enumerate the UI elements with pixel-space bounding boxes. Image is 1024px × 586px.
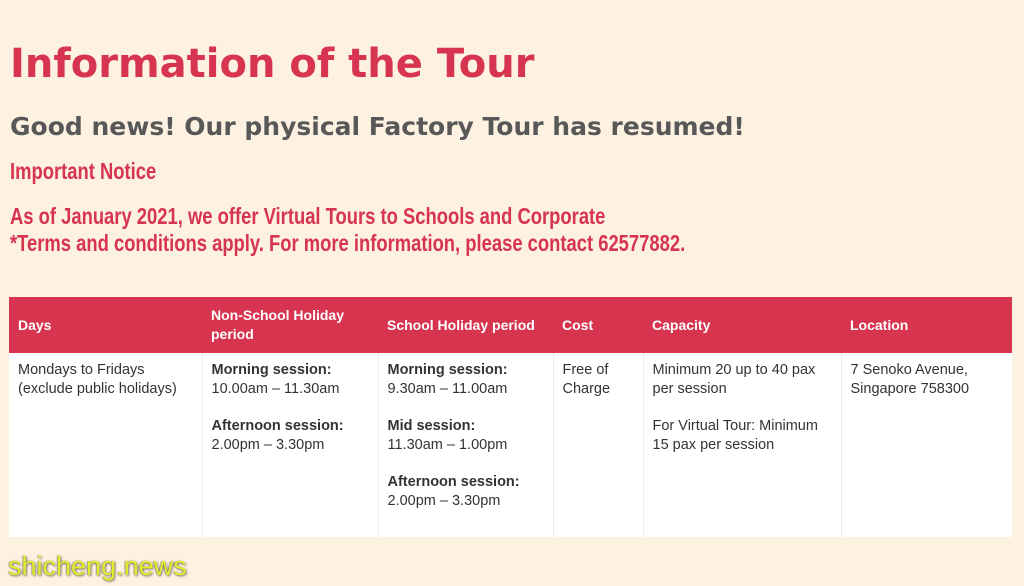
- cell-non-school-holiday: [202, 353, 378, 537]
- header-capacity: [643, 297, 841, 353]
- notice-text-virtual-tours: As of January 2021, we offer Virtual Tours to Schools and Corporate: [10, 203, 606, 229]
- cost-line1: Free of: [562, 362, 609, 378]
- session-label: Afternoon session:: [211, 418, 344, 434]
- notice-text-terms: *Terms and conditions apply. For more information, please contact 62577882.: [10, 230, 686, 256]
- header-non-school-holiday-line1: Non-School Holiday: [211, 307, 344, 323]
- capacity-physical-line1: Minimum 20 up to 40 pax: [652, 362, 816, 378]
- session-time: 2.00pm – 3.30pm: [211, 437, 325, 453]
- school-afternoon-session: [388, 473, 545, 511]
- school-morning-session: [388, 361, 545, 399]
- capacity-virtual: [653, 417, 833, 455]
- header-cost-label: Cost: [562, 316, 594, 333]
- cell-days: [9, 353, 202, 537]
- table-header-row: [9, 297, 1012, 353]
- session-label: Morning session:: [211, 362, 332, 378]
- header-non-school-holiday-line2: period: [211, 326, 254, 342]
- tour-info-table: [9, 297, 1012, 537]
- header-location: [841, 297, 1012, 353]
- header-school-holiday: [378, 297, 553, 353]
- cell-capacity: [643, 353, 841, 537]
- header-non-school-holiday: [202, 297, 378, 353]
- header-location-label: Location: [850, 316, 909, 333]
- days-line1: Mondays to Fridays: [18, 362, 145, 378]
- days-line2: (exclude public holidays): [18, 381, 177, 397]
- header-days-label: Days: [18, 316, 52, 333]
- school-mid-session: [388, 417, 545, 455]
- header-days: [9, 297, 202, 353]
- page-title: Information of the Tour: [10, 41, 535, 87]
- cost-line2: Charge: [562, 381, 611, 397]
- session-label: Afternoon session:: [387, 474, 520, 490]
- cell-cost: [553, 353, 643, 537]
- non-school-afternoon-session: [212, 417, 370, 455]
- capacity-virtual-line1: For Virtual Tour: Minimum: [652, 418, 818, 434]
- capacity-physical-line2: per session: [652, 381, 727, 397]
- session-label: Morning session:: [387, 362, 508, 378]
- header-capacity-label: Capacity: [652, 316, 711, 333]
- page-subtitle: Good news! Our physical Factory Tour has resumed!: [10, 112, 745, 141]
- session-time: 2.00pm – 3.30pm: [387, 493, 501, 509]
- location-line1: 7 Senoko Avenue,: [850, 362, 968, 378]
- watermark: shicheng.news: [8, 551, 187, 581]
- capacity-virtual-line2: 15 pax per session: [652, 437, 775, 453]
- capacity-physical: [653, 361, 833, 399]
- session-time: 10.00am – 11.30am: [211, 381, 340, 397]
- location-line2: Singapore 758300: [850, 381, 970, 397]
- notice-heading: Important Notice: [10, 158, 157, 184]
- session-time: 11.30am – 1.00pm: [387, 437, 508, 453]
- cell-location: [841, 353, 1012, 537]
- session-label: Mid session:: [387, 418, 476, 434]
- cell-school-holiday: [378, 353, 553, 537]
- table-row: [9, 353, 1012, 537]
- session-time: 9.30am – 11.00am: [387, 381, 508, 397]
- header-school-holiday-label: School Holiday period: [387, 316, 535, 333]
- non-school-morning-session: [212, 361, 370, 399]
- header-cost: [553, 297, 643, 353]
